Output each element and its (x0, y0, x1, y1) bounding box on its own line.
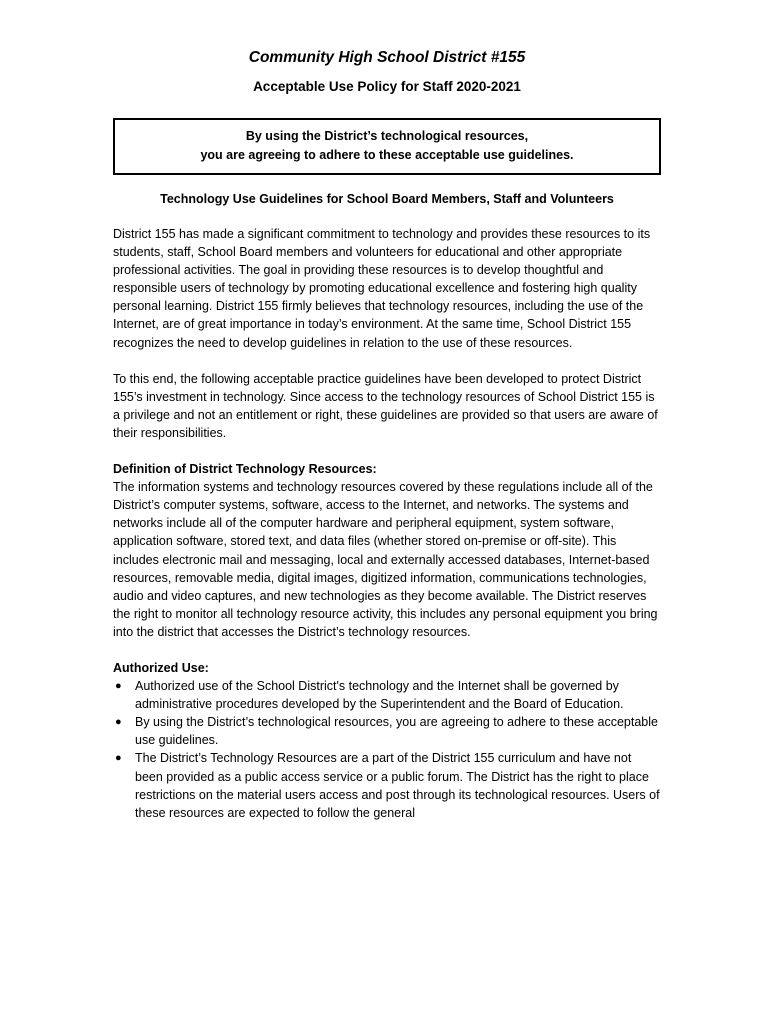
list-item (113, 713, 661, 749)
authorized-use-list (113, 677, 661, 822)
agreement-notice-box (113, 118, 661, 175)
list-item (113, 677, 661, 713)
notice-line-1: By using the District’s technological resources, (245, 129, 529, 143)
document-title: Community High School District #155 (248, 49, 526, 66)
bullet-icon: ● (115, 716, 122, 729)
policy-page (113, 48, 661, 822)
section-title: Technology Use Guidelines for School Board Members, Staff and Volunteers (160, 192, 614, 206)
notice-line-2: you are agreeing to adhere to these acceptable use guidelines. (200, 148, 574, 162)
definition-heading: Definition of District Technology Resources: (113, 462, 377, 477)
bullet-icon: ● (115, 752, 122, 765)
definition-body: The information systems and technology resources covered by these regulations include all of the District’s computer systems, software, access to the Internet, and networks. The systems and networks include all of the computer hardware and peripheral equipment, system software, application software, stored text, and data files (whether stored on-premise or off-site). This includes electronic mail and messaging, local and externally accessed databases, Internet-based resources, removable media, digital images, digitized information, communications technologies, audio and video captures, and new technologies as they become available. The District reserves the right to monitor all technology resource activity, this includes any personal equipment you bring into the district that accesses the District’s technology resources. (113, 480, 658, 639)
intro-paragraph: District 155 has made a significant commitment to technology and provides these resources to its students, staff, School Board members and volunteers for educational and other appropriate professional activities. The goal in providing these resources is to develop thoughtful and responsible users of technology by promoting educational excellence and fostering high quality personal learning. District 155 firmly believes that technology resources, including the use of the Internet, are of great importance in today’s environment. At the same time, School District 155 recognizes the need to develop guidelines in relation to the use of these resources. (113, 227, 651, 350)
document-subtitle: Acceptable Use Policy for Staff 2020-2021 (253, 79, 521, 94)
list-item-text: The District’s Technology Resources are a part of the District 155 curriculum and have not been provided as a public access service or a public forum. The District has the right to place restrictions on the material users access and post through its technological resources. Users of these resources are expected to follow the general (135, 751, 660, 820)
purpose-paragraph: To this end, the following acceptable practice guidelines have been developed to protect District 155’s investment in technology. Since access to the technology resources of School District 155 is a privilege and not an entitlement or right, these guidelines are provided so that users are aware of their responsibilities. (113, 371, 658, 440)
list-item-text: Authorized use of the School District's technology and the Internet shall be governed by administrative procedures developed by the Superintendent and the Board of Education. (135, 679, 624, 712)
list-item-text: By using the District’s technological resources, you are agreeing to adhere to these acceptable use guidelines. (135, 715, 658, 748)
bullet-icon: ● (115, 680, 122, 693)
authorized-use-heading: Authorized Use: (113, 660, 209, 675)
list-item (113, 749, 661, 821)
